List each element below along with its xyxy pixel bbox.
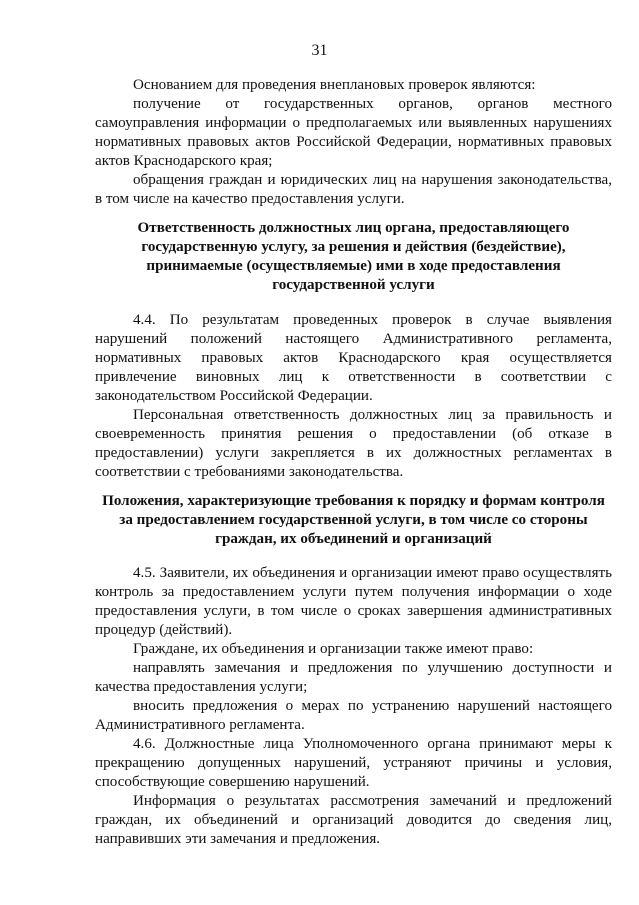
text-line: качества предоставления услуги;: [95, 679, 308, 695]
text-line: актов Краснодарского края;: [95, 153, 273, 169]
text-line: 4.5. Заявители, их объединения и организации имеют право осуществлять: [133, 565, 612, 581]
page-number: 31: [311, 42, 328, 59]
heading-line: государственную услугу, за решения и действия (бездействие),: [141, 239, 566, 255]
text-line: законодательством Российской Федерации.: [95, 388, 373, 404]
heading-line: Ответственность должностных лиц органа, предоставляющего: [137, 220, 570, 236]
text-line: прекращению допущенных нарушений, устраняют причины и условия,: [95, 755, 612, 771]
heading-line: Положения, характеризующие требования к порядку и формам контроля: [102, 493, 605, 509]
text-line: 4.4. По результатам проведенных проверок в случае выявления: [133, 312, 612, 328]
text-line: Административного регламента.: [95, 717, 305, 733]
text-line: самоуправления информации о предполагаемых или выявленных нарушениях: [95, 115, 612, 131]
text-line: вносить предложения о мерах по устранению нарушений настоящего: [133, 698, 612, 714]
text-line: соответствии с требованиями законодательства.: [95, 464, 404, 480]
text-line: процедур (действий).: [95, 622, 233, 638]
text-line: нарушений положений настоящего Административного регламента,: [95, 331, 612, 347]
text-line: своевременность принятия решения о предоставлении (об отказе в: [95, 426, 612, 442]
heading-line: граждан, их объединений и организаций: [215, 531, 492, 547]
text-line: предоставлении) услуги закрепляется в их должностных регламентах в: [95, 445, 612, 461]
text-line: 4.6. Должностные лица Уполномоченного органа принимают меры к: [133, 736, 612, 752]
text-line: предоставления услуги, в том числе о сроках завершения административных: [95, 603, 612, 619]
text-line: направивших эти замечания и предложения.: [95, 831, 381, 847]
text-line: в том числе на качество предоставления услуги.: [95, 191, 405, 207]
text-line: нормативных правовых актов Российской Федерации, нормативных правовых: [95, 134, 612, 150]
text-line: Граждане, их объединения и организации также имеют право:: [133, 641, 534, 657]
text-line: направлять замечания и предложения по улучшению доступности и: [133, 660, 612, 676]
heading-line: за предоставлением государственной услуги, в том числе со стороны: [119, 512, 588, 528]
text-line: граждан, их объединений и организаций доводится до сведения лиц,: [95, 812, 612, 828]
text-line: Персональная ответственность должностных лиц за правильность и: [133, 407, 612, 423]
text-line: нормативных правовых актов Краснодарского края осуществляется: [95, 350, 612, 366]
text-line: обращения граждан и юридических лиц на нарушения законодательства,: [133, 172, 612, 188]
text-line: контроль за предоставлением услуги путем получения информации о ходе: [95, 584, 612, 600]
text-line: привлечение виновных лиц к ответственности в соответствии с: [95, 369, 612, 385]
text-line: Основанием для проведения внеплановых проверок являются:: [133, 77, 536, 93]
text-line: получение от государственных органов, органов местного: [133, 96, 612, 112]
heading-line: государственной услуги: [272, 277, 435, 293]
text-line: способствующие совершению нарушений.: [95, 774, 370, 790]
heading-line: принимаемые (осуществляемые) ими в ходе предоставления: [146, 258, 561, 274]
text-line: Информация о результатах рассмотрения замечаний и предложений: [133, 793, 612, 809]
